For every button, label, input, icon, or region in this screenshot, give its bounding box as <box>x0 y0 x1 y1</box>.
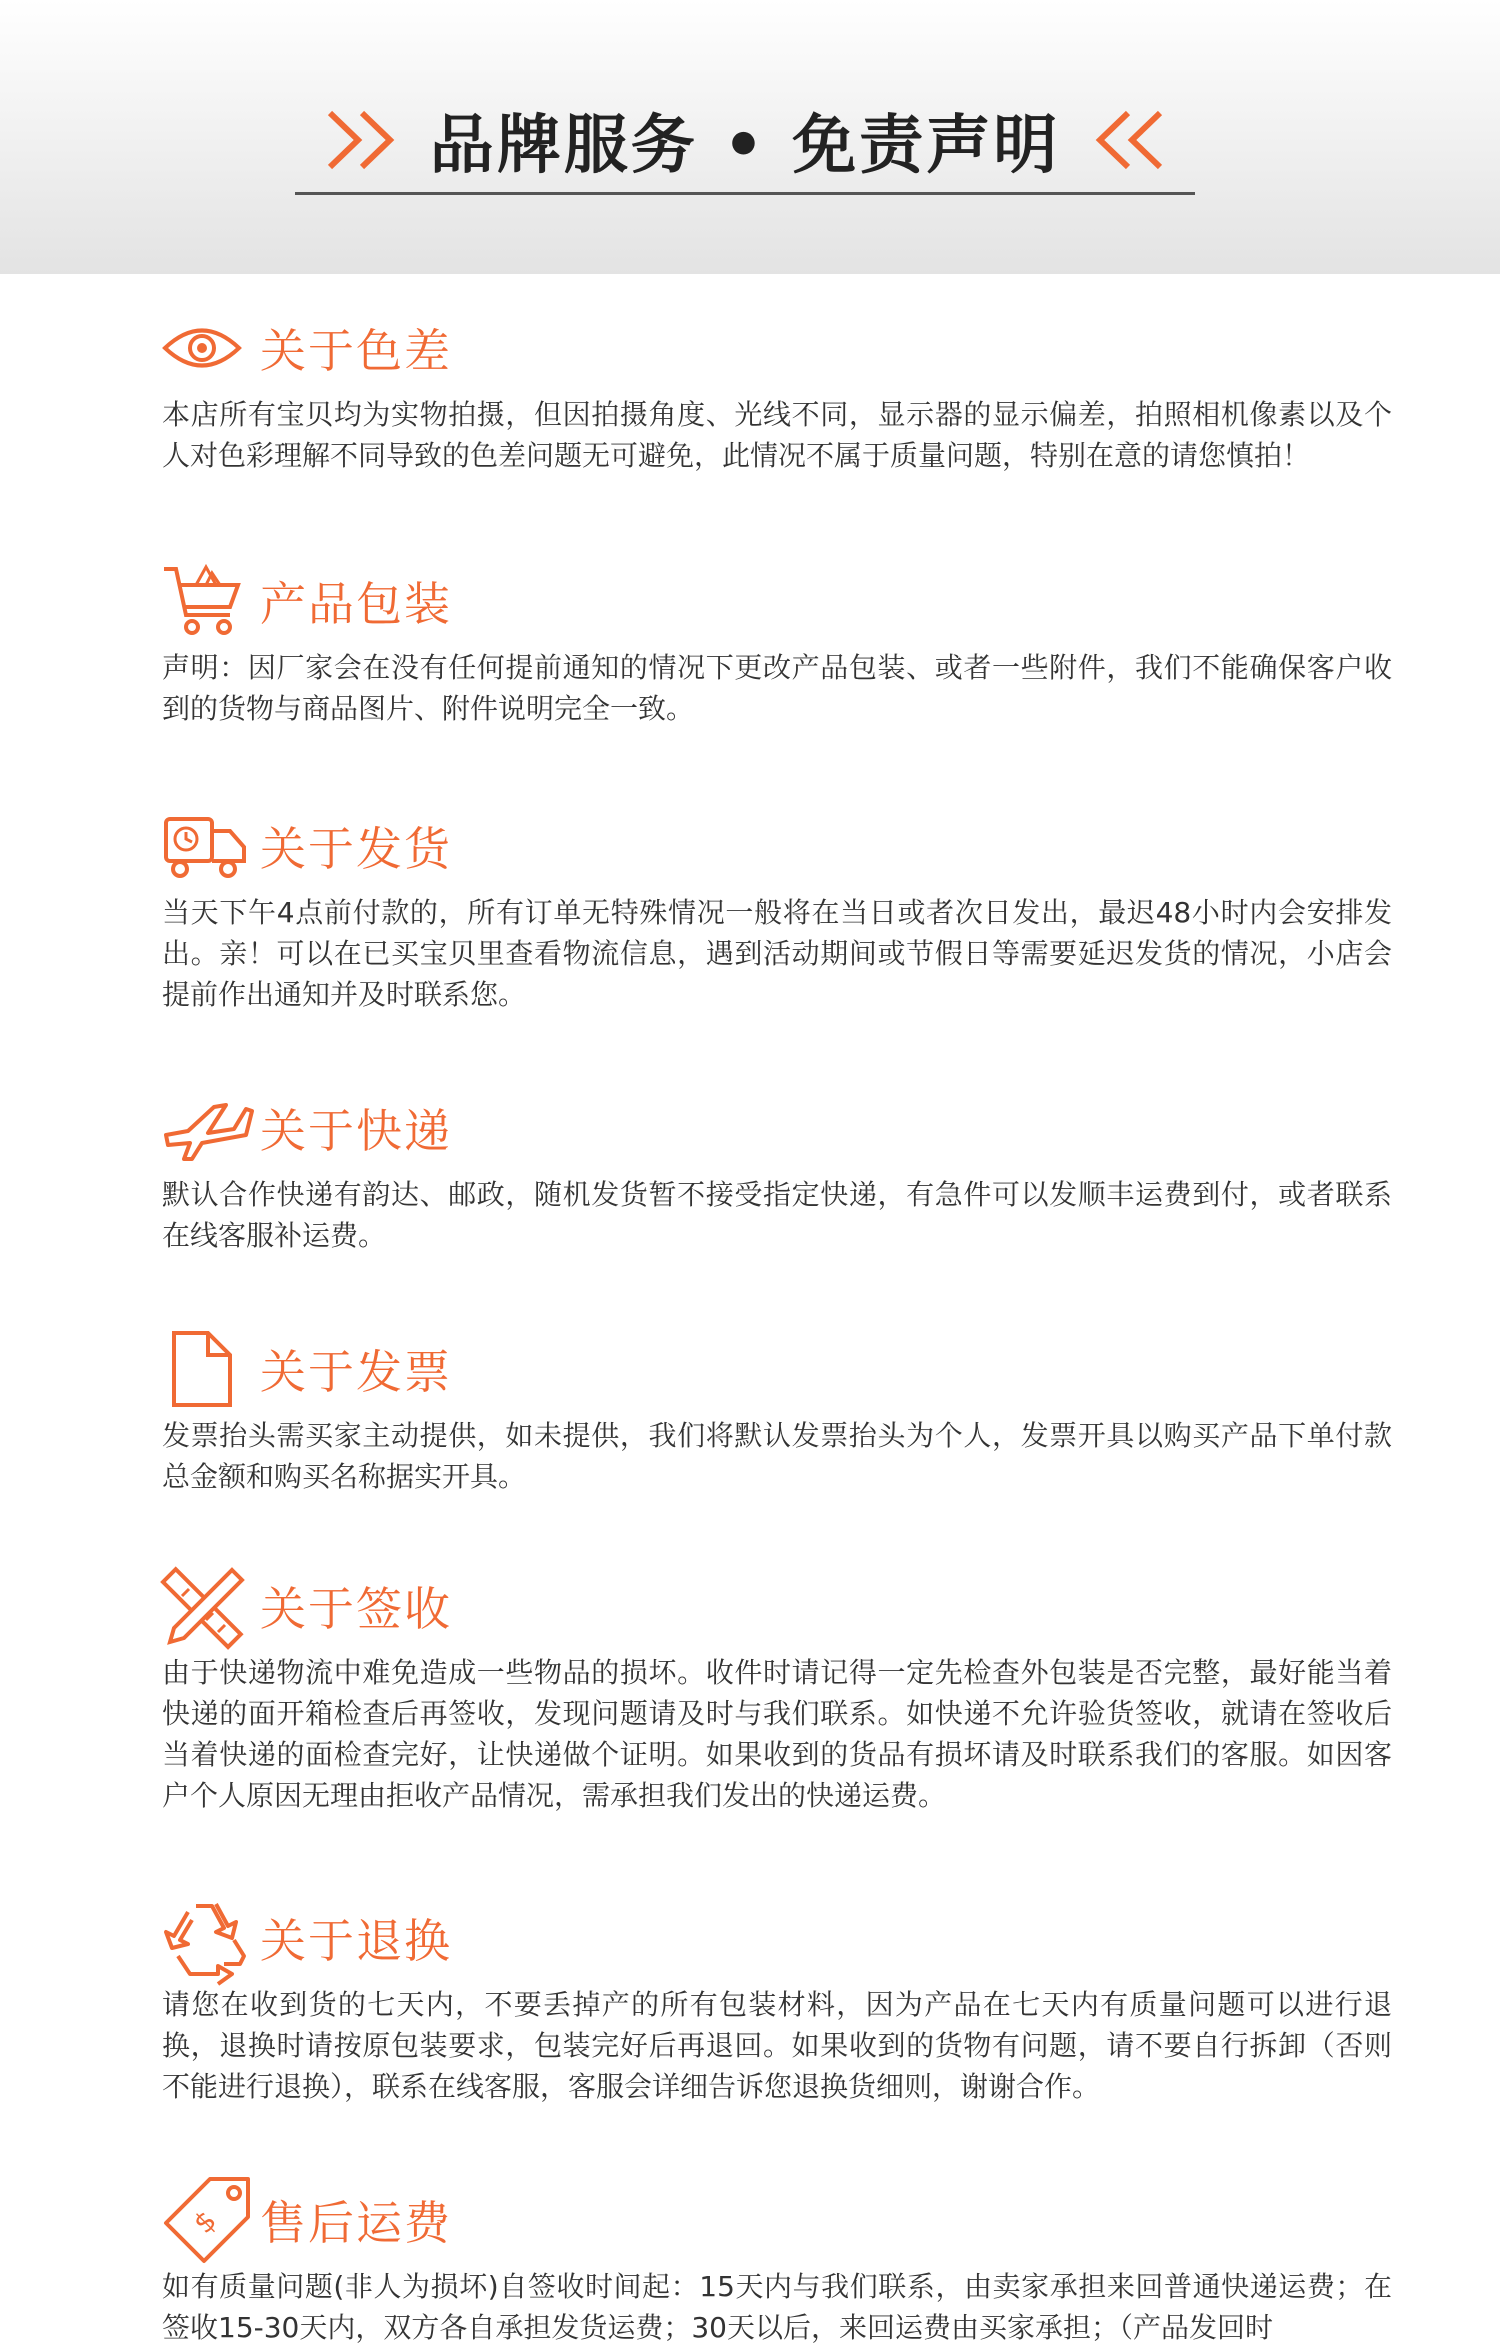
delivery-truck-icon <box>162 808 258 884</box>
double-chevron-left-icon <box>1086 107 1166 173</box>
section-color-difference <box>162 310 1392 476</box>
page-header <box>0 0 1500 274</box>
section-shipping <box>162 808 1392 1015</box>
title-bar <box>295 88 1195 195</box>
section-body: 声明：因厂家会在没有任何提前通知的情况下更改产品包装、或者一些附件，我们不能确保客户收到的货物与商品图片、附件说明完全一致。 <box>162 651 1392 725</box>
section-title: 关于发票 <box>260 1345 452 1399</box>
section-title: 售后运费 <box>260 2196 452 2250</box>
section-body: 当天下午4点前付款的，所有订单无特殊情况一般将在当日或者次日发出，最迟48小时内会安排发出。亲！可以在已买宝贝里查看物流信息，遇到活动期间或节假日等需要延迟发货的情况，小店会提前作出通知并及时联系您。 <box>162 896 1392 1011</box>
section-title: 关于快递 <box>260 1104 452 1158</box>
section-body: 默认合作快递有韵达、邮政，随机发货暂不接受指定快递，有急件可以发顺丰运费到付，或者联系在线客服补运费。 <box>162 1178 1392 1252</box>
recycle-icon <box>162 1900 258 1976</box>
ruler-pencil-icon <box>162 1568 258 1644</box>
section-express <box>162 1090 1392 1256</box>
eye-icon <box>162 310 258 386</box>
section-signing <box>162 1568 1392 1816</box>
svg-text:$: $ <box>186 2203 223 2240</box>
double-chevron-right-icon <box>324 107 404 173</box>
document-icon <box>162 1331 258 1407</box>
section-title: 关于退换 <box>260 1914 452 1968</box>
page-title: 品牌服务 • 免责声明 <box>429 109 1061 183</box>
section-body: 由于快递物流中难免造成一些物品的损坏。收件时请记得一定先检查外包装是否完整，最好能当着快递的面开箱检查后再签收，发现问题请及时与我们联系。如快递不允许验货签收，就请在签收后当着快递的面检查完好，让快递做个证明。如果收到的货品有损坏请及时联系我们的客服。如因客户个人原因无理由拒收产品情况，需承担我们发出的快递运费。 <box>162 1656 1392 1812</box>
price-tag-icon <box>162 2182 258 2258</box>
section-invoice <box>162 1331 1392 1497</box>
section-title: 产品包装 <box>260 577 452 631</box>
section-title: 关于发货 <box>260 822 452 876</box>
section-after-sales-freight <box>162 2182 1392 2348</box>
airplane-icon <box>162 1090 258 1166</box>
section-title: 关于色差 <box>260 324 452 378</box>
section-body: 请您在收到货的七天内，不要丢掉产的所有包装材料，因为产品在七天内有质量问题可以进行退换，退换时请按原包装要求，包装完好后再退回。如果收到的货物有问题，请不要自行拆卸（否则不能进行退换），联系在线客服，客服会详细告诉您退换货细则，谢谢合作。 <box>162 1988 1392 2103</box>
section-body: 如有质量问题(非人为损坏)自签收时间起：15天内与我们联系，由卖家承担来回普通快递运费；在签收15-30天内，双方各自承担发货运费；30天以后，来回运费由买家承担；（产品发回时 <box>162 2270 1392 2344</box>
section-body: 发票抬头需买家主动提供，如未提供，我们将默认发票抬头为个人，发票开具以购买产品下单付款总金额和购买名称据实开具。 <box>162 1419 1392 1493</box>
section-packaging <box>162 563 1392 729</box>
section-returns <box>162 1900 1392 2107</box>
shopping-cart-icon <box>162 563 258 639</box>
section-title: 关于签收 <box>260 1582 452 1636</box>
section-body: 本店所有宝贝均为实物拍摄，但因拍摄角度、光线不同，显示器的显示偏差，拍照相机像素以及个人对色彩理解不同导致的色差问题无可避免，此情况不属于质量问题，特别在意的请您慎拍！ <box>162 398 1392 472</box>
